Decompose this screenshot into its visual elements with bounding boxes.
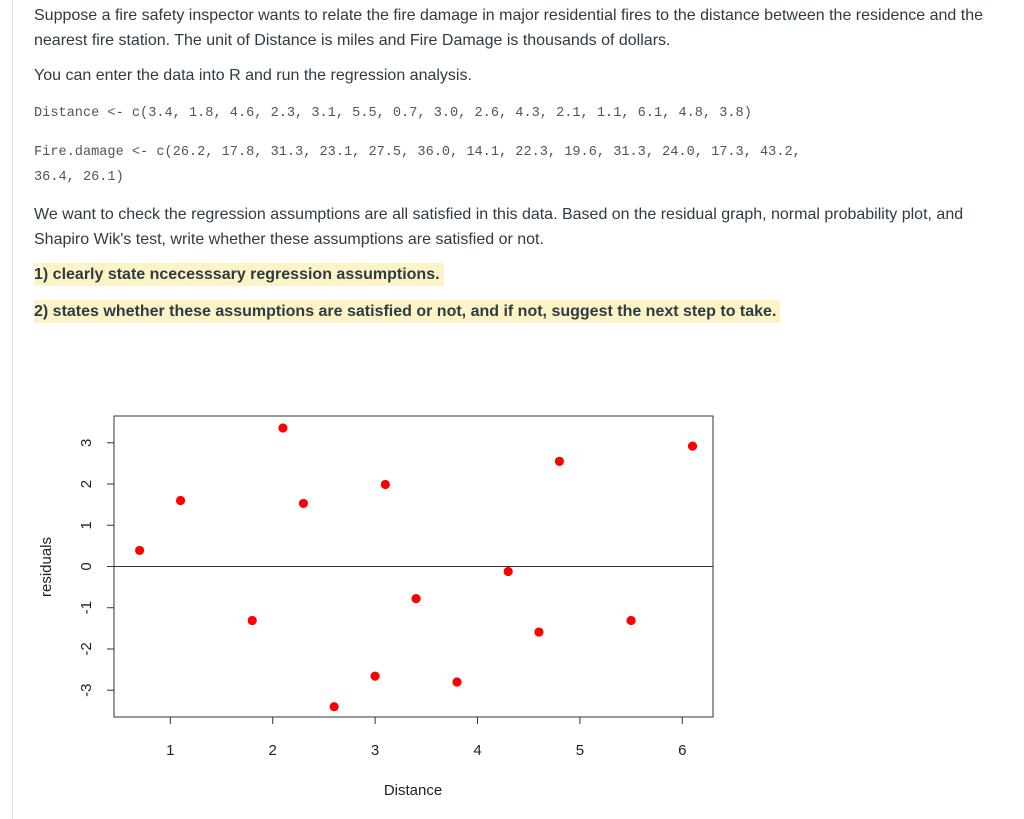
- residual-point: [176, 496, 185, 505]
- residual-point: [381, 480, 390, 489]
- residual-point: [248, 616, 257, 625]
- residual-point: [135, 546, 144, 555]
- data-points: [135, 423, 697, 711]
- residual-plot: [0, 330, 1024, 819]
- residual-point: [299, 499, 308, 508]
- code-fire-line1: Fire.damage <- c(26.2, 17.8, 31.3, 23.1, 27.5, 36.0, 14.1, 22.3, 19.6, 31.3, 24.0, 17.3, 43.2,: [34, 145, 801, 160]
- x-axis-label: Distance: [383, 782, 443, 799]
- code-fire-damage: [34, 140, 801, 190]
- x-tick-label: 6: [678, 742, 687, 759]
- residual-point: [626, 616, 635, 625]
- intro-text: Suppose a fire safety inspector wants to relate the fire damage in major residential fires to the distance between the residence and the nearest fire station. The unit of Distance is miles and Fire Damage is thousands of dollars.: [34, 7, 983, 49]
- y-axis-label: residuals: [38, 536, 55, 598]
- task-1: 1) clearly state ncecesssary regression assumptions.: [34, 263, 444, 286]
- y-tick-label: 3: [78, 438, 95, 447]
- code-fire-line2: 36.4, 26.1): [34, 170, 124, 185]
- residual-point: [504, 567, 513, 576]
- x-tick-label: 4: [473, 742, 482, 759]
- residual-point: [278, 423, 287, 432]
- y-tick-label: 1: [78, 521, 95, 530]
- task-2: 2) states whether these assumptions are satisfied or not, and if not, suggest the next step to take.: [34, 300, 780, 323]
- code-distance: Distance <- c(3.4, 1.8, 4.6, 2.3, 3.1, 5.5, 0.7, 3.0, 2.6, 4.3, 2.1, 1.1, 6.1, 4.8, 3.8): [34, 106, 752, 121]
- x-tick-label: 1: [166, 742, 175, 759]
- y-tick-label: -2: [78, 642, 95, 656]
- question-text: We want to check the regression assumptions are all satisfied in this data. Based on the residual graph, normal probability plot, and Shapiro Wik's test, write whether these assumptions are satisfied or not.: [34, 206, 964, 248]
- residual-point: [534, 627, 543, 636]
- residual-point: [330, 702, 339, 711]
- residual-point: [688, 442, 697, 451]
- residual-point: [452, 677, 461, 686]
- x-axis: [166, 717, 686, 759]
- residual-point: [371, 672, 380, 681]
- y-tick-label: -1: [78, 601, 95, 615]
- residual-point: [411, 594, 420, 603]
- x-tick-label: 2: [268, 742, 277, 759]
- instruction-text: You can enter the data into R and run the regression analysis.: [34, 67, 472, 84]
- x-tick-label: 3: [370, 742, 380, 759]
- y-tick-label: 0: [78, 562, 95, 571]
- x-tick-label: 5: [575, 742, 585, 759]
- y-tick-label: 2: [78, 479, 95, 489]
- residual-point: [555, 457, 564, 466]
- y-axis: [78, 439, 114, 697]
- y-tick-label: -3: [78, 683, 95, 697]
